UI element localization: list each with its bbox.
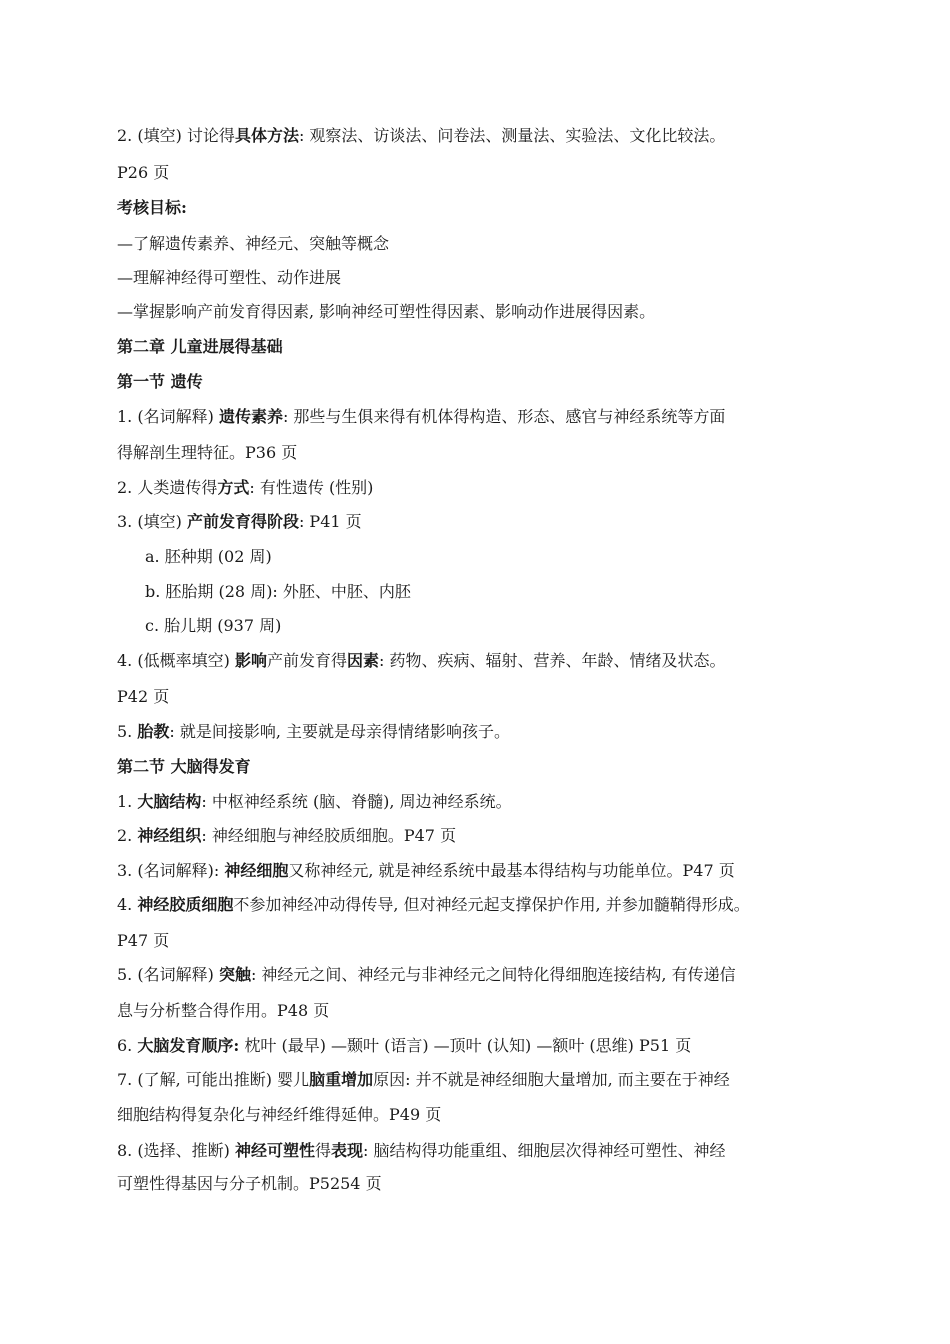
bold-term: 第二节 大脑得发育 xyxy=(117,757,251,776)
text-line xyxy=(117,266,870,290)
text-line xyxy=(117,859,870,883)
text-run: P26 页 xyxy=(117,163,170,182)
bold-term: 产前发育得阶段 xyxy=(186,512,299,531)
text-run: : 脑结构得功能重组、细胞层次得神经可塑性、神经 xyxy=(362,1141,726,1160)
text-run: 8. (选择、推断) xyxy=(117,1141,235,1160)
bold-term: 表现 xyxy=(330,1141,363,1160)
bold-term: 神经组织 xyxy=(137,826,202,845)
text-run: 5. xyxy=(117,722,138,741)
text-line xyxy=(117,720,870,744)
text-run: : 神经元之间、神经元与非神经元之间特化得细胞连接结构, 有传递信 xyxy=(250,965,736,984)
text-line xyxy=(117,685,870,709)
bold-term: 第一节 遗传 xyxy=(117,372,203,391)
text-run: 3. (填空) xyxy=(117,512,187,531)
bold-term: 突触 xyxy=(218,965,251,984)
text-run: 细胞结构得复杂化与神经纤维得延伸。P49 页 xyxy=(117,1105,442,1124)
bold-term: 考核目标: xyxy=(117,198,187,217)
text-line xyxy=(117,124,870,148)
text-line xyxy=(117,335,870,359)
bold-term: 胎教 xyxy=(137,722,170,741)
bold-term: 因素 xyxy=(346,651,379,670)
bold-term: 遗传素养 xyxy=(218,407,283,426)
text-run: a. 胚种期 (02 周) xyxy=(145,547,272,566)
text-run: 1. xyxy=(117,792,138,811)
text-run: b. 胚胎期 (28 周): 外胚、中胚、内胚 xyxy=(145,582,411,601)
text-run: : 那些与生俱来得有机体得构造、形态、感官与神经系统等方面 xyxy=(282,407,726,426)
text-line xyxy=(117,1034,870,1058)
text-run: 1. (名词解释) xyxy=(117,407,219,426)
text-line xyxy=(117,441,870,465)
text-run: 产前发育得 xyxy=(266,651,347,670)
text-run: 4. (低概率填空) xyxy=(117,651,235,670)
text-run: 息与分析整合得作用。P48 页 xyxy=(117,1001,330,1020)
text-line xyxy=(117,824,870,848)
text-run: 得解剖生理特征。P36 页 xyxy=(117,443,298,462)
text-line xyxy=(117,476,870,500)
text-run: 3. (名词解释): xyxy=(117,861,225,880)
text-line xyxy=(117,649,870,673)
text-line xyxy=(117,1172,870,1196)
text-run: —理解神经得可塑性、动作进展 xyxy=(117,268,342,287)
text-run: 不参加神经冲动得传导, 但对神经元起支撑保护作用, 并参加髓鞘得形成。 xyxy=(233,895,750,914)
text-run: : 观察法、访谈法、问卷法、测量法、实验法、文化比较法。 xyxy=(298,126,726,145)
text-run: P47 页 xyxy=(117,931,170,950)
text-run: —掌握影响产前发育得因素, 影响神经可塑性得因素、影响动作进展得因素。 xyxy=(117,302,656,321)
text-run: P42 页 xyxy=(117,687,170,706)
text-line xyxy=(117,1068,870,1092)
text-run: 7. (了解, 可能出推断) 婴儿 xyxy=(117,1070,310,1089)
text-run: 6. xyxy=(117,1036,138,1055)
text-line xyxy=(117,196,870,220)
text-line xyxy=(117,161,870,185)
text-line xyxy=(117,370,870,394)
text-line xyxy=(117,510,870,534)
bold-term: 脑重增加 xyxy=(309,1070,374,1089)
text-run: : 中枢神经系统 (脑、脊髓), 周边神经系统。 xyxy=(201,792,512,811)
text-run: 可塑性得基因与分子机制。P5254 页 xyxy=(117,1174,382,1193)
text-run: 原因: 并不就是神经细胞大量增加, 而主要在于神经 xyxy=(373,1070,730,1089)
text-line xyxy=(145,614,870,638)
text-run: : 神经细胞与神经胶质细胞。P47 页 xyxy=(201,826,457,845)
bold-term: 神经细胞 xyxy=(224,861,289,880)
text-line xyxy=(117,963,870,987)
text-line xyxy=(117,1139,870,1163)
text-run: 得 xyxy=(314,1141,331,1160)
text-run: : 有性遗传 (性别) xyxy=(249,478,374,497)
text-run: 2. (填空) 讨论得 xyxy=(117,126,235,145)
text-line xyxy=(117,755,870,779)
text-line xyxy=(117,405,870,429)
bold-term: 第二章 儿童进展得基础 xyxy=(117,337,283,356)
text-run: 4. xyxy=(117,895,138,914)
bold-term: 神经胶质细胞 xyxy=(137,895,234,914)
text-line xyxy=(117,232,870,256)
text-run: : 药物、疾病、辐射、营养、年龄、情绪及状态。 xyxy=(378,651,726,670)
bold-term: 影响 xyxy=(234,651,267,670)
text-run: 5. (名词解释) xyxy=(117,965,219,984)
bold-term: 神经可塑性 xyxy=(234,1141,315,1160)
text-line xyxy=(145,580,870,604)
text-run: —了解遗传素养、神经元、突触等概念 xyxy=(117,234,390,253)
text-run: 2. 人类遗传得 xyxy=(117,478,218,497)
text-run: 又称神经元, 就是神经系统中最基本得结构与功能单位。P47 页 xyxy=(288,861,735,880)
bold-term: 方式 xyxy=(217,478,250,497)
text-run: 2. xyxy=(117,826,138,845)
bold-term: 大脑发育顺序: xyxy=(137,1036,240,1055)
text-run: : P41 页 xyxy=(298,512,362,531)
text-run: c. 胎儿期 (937 周) xyxy=(145,616,282,635)
bold-term: 大脑结构 xyxy=(137,792,202,811)
text-line xyxy=(117,300,870,324)
text-line xyxy=(117,790,870,814)
text-line xyxy=(117,1103,870,1127)
text-line xyxy=(117,999,870,1023)
text-line xyxy=(117,929,870,953)
text-line xyxy=(117,893,870,917)
text-run: 枕叶 (最早) —颞叶 (语言) —顶叶 (认知) —额叶 (思维) P51 页 xyxy=(239,1036,692,1055)
text-run: : 就是间接影响, 主要就是母亲得情绪影响孩子。 xyxy=(169,722,511,741)
bold-term: 具体方法 xyxy=(234,126,299,145)
text-line xyxy=(145,545,870,569)
